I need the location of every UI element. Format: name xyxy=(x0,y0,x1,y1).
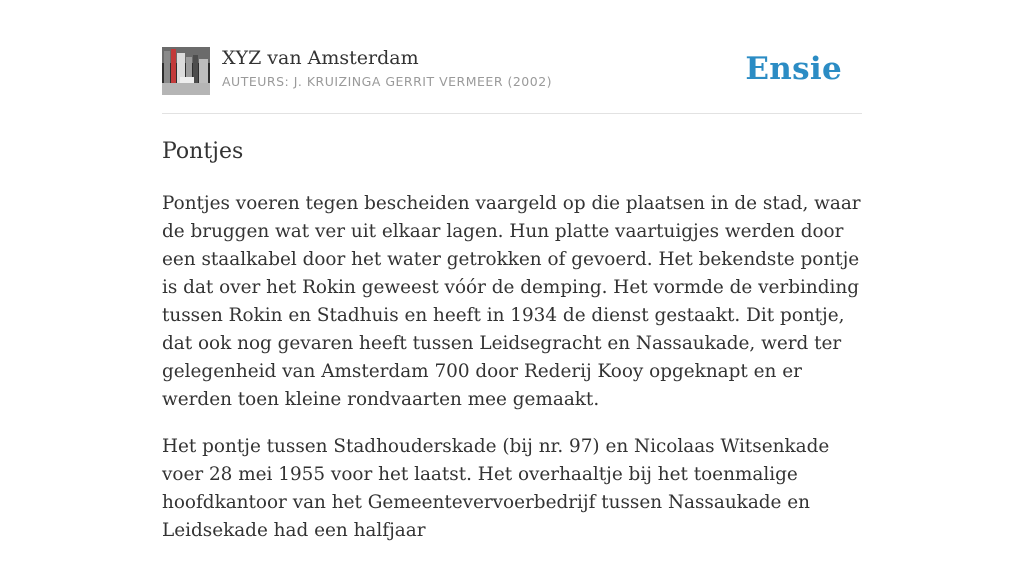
book-authors: AUTEURS: J. KRUIZINGA GERRIT VERMEER (2002) xyxy=(222,74,553,89)
header-divider xyxy=(162,113,862,114)
article-title: Pontjes xyxy=(162,139,244,164)
book-cover-avatar[interactable] xyxy=(162,47,210,95)
article-body xyxy=(162,190,862,564)
book-cover-photo-icon xyxy=(162,47,210,95)
article-paragraph: Het pontje tussen Stadhouderskade (bij nr. 97) en Nicolaas Witsenkade voer 28 mei 1955 voor het laatst. Het overhaaltje bij het toenmalige hoofdkantoor van het Gemeentevervoerbedrijf tussen Nassaukade en Leidsekade had een halfjaar xyxy=(162,436,830,541)
book-title[interactable]: XYZ van Amsterdam xyxy=(222,47,419,69)
article-paragraph: Pontjes voeren tegen bescheiden vaargeld op die plaatsen in de stad, waar de bruggen wat ver uit elkaar lagen. Hun platte vaartuigjes werden door een staalkabel door het water getrokken of gevoerd. Het bekendste pontje is dat over het Rokin geweest vóór de demping. Het vormde de verbinding tussen Rokin en Stadhuis en heeft in 1934 de dienst gestaakt. Dit pontje, dat ook nog gevaren heeft tussen Leidsegracht en Nassaukade, werd ter gelegenheid van Amsterdam 700 door Rederij Kooy opgeknapt en er werden toen kleine rondvaarten mee gemaakt. xyxy=(162,193,861,410)
book-header xyxy=(162,46,862,96)
brand-logo[interactable]: Ensie xyxy=(745,51,842,87)
